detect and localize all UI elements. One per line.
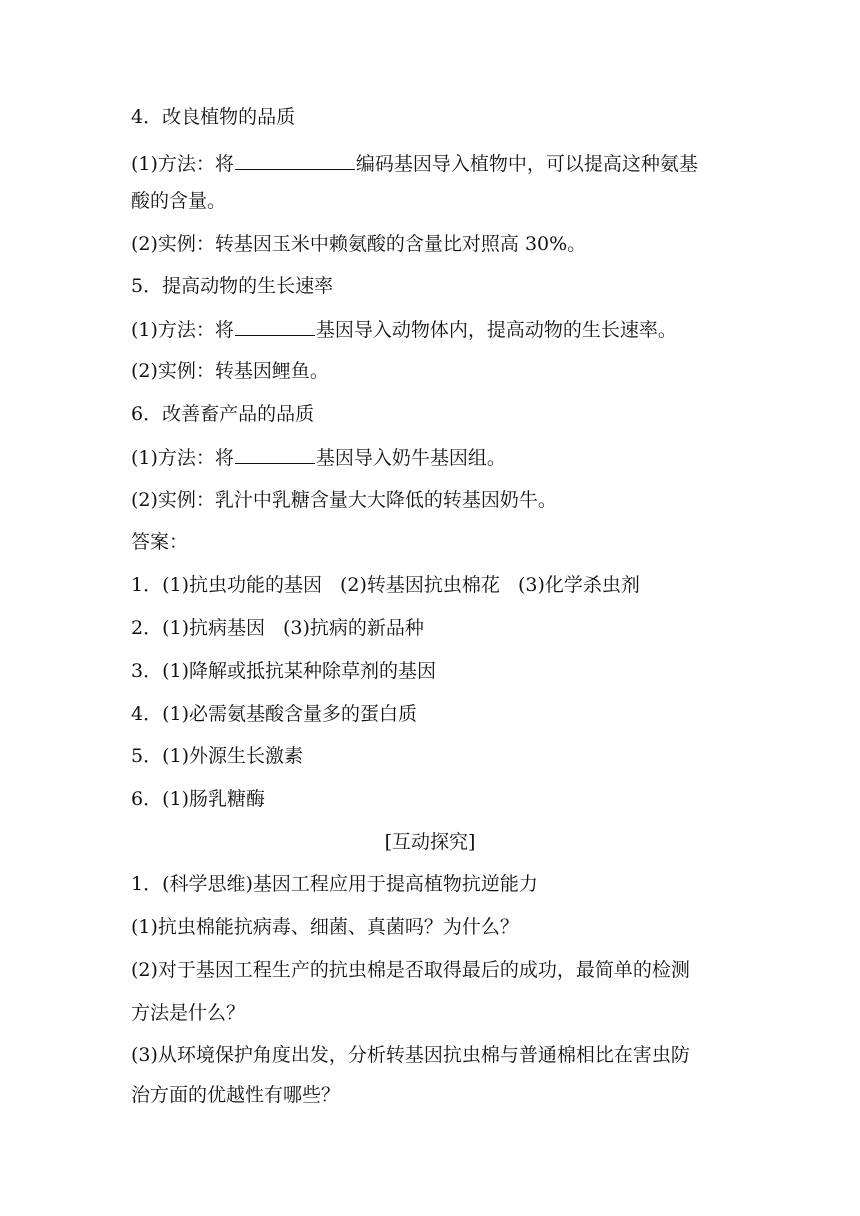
section-5-example: (2)实例：转基因鲤鱼。 (131, 360, 329, 382)
answers-label: 答案： (131, 531, 189, 553)
section-4-method (131, 152, 731, 175)
method-suffix: 基因导入动物体内，提高动物的生长速率。 (315, 319, 677, 341)
fill-blank[interactable] (235, 152, 355, 170)
explore-question-1-2-cont: 方法是什么？ (131, 1002, 246, 1024)
answer-5: 5．(1)外源生长激素 (131, 745, 304, 767)
fill-blank[interactable] (235, 446, 315, 464)
explore-question-1-2: (2)对于基因工程生产的抗虫棉是否取得最后的成功，最简单的检测 (131, 959, 690, 981)
answer-2-part-2: (3)抗病的新品种 (283, 617, 424, 639)
answer-4: 4．(1)必需氨基酸含量多的蛋白质 (131, 703, 418, 725)
explore-question-1: 1．(科学思维)基因工程应用于提高植物抗逆能力 (131, 873, 538, 895)
explore-question-1-3: (3)从环境保护角度出发，分析转基因抗虫棉与普通棉相比在害虫防 (131, 1044, 690, 1066)
answer-2-part-1: 2．(1)抗病基因 (131, 617, 266, 639)
answer-1 (131, 574, 731, 596)
section-6-example: (2)实例：乳汁中乳糖含量大大降低的转基因奶牛。 (131, 489, 557, 511)
answer-2 (131, 617, 731, 639)
method-suffix: 编码基因导入植物中，可以提高这种氨基 (355, 153, 698, 175)
method-prefix: (1)方法：将 (131, 153, 234, 175)
section-5-heading: 5．提高动物的生长速率 (131, 275, 334, 297)
section-4-example: (2)实例：转基因玉米中赖氨酸的含量比对照高 30%。 (131, 233, 587, 255)
explore-question-1-1: (1)抗虫棉能抗病毒、细菌、真菌吗？为什么？ (131, 916, 519, 938)
method-prefix: (1)方法：将 (131, 319, 234, 341)
answer-1-part-1: 1．(1)抗虫功能的基因 (131, 574, 323, 596)
answer-6: 6．(1)肠乳糖酶 (131, 788, 266, 810)
section-4-heading: 4．改良植物的品质 (131, 106, 296, 128)
method-suffix: 基因导入奶牛基因组。 (315, 447, 506, 469)
section-4-method-cont: 酸的含量。 (131, 190, 227, 212)
explore-question-1-3-cont: 治方面的优越性有哪些？ (131, 1084, 341, 1106)
answer-1-part-3: (3)化学杀虫剂 (517, 574, 640, 596)
method-prefix: (1)方法：将 (131, 447, 234, 469)
answer-3: 3．(1)降解或抵抗某种除草剂的基因 (131, 660, 437, 682)
section-6-heading: 6．改善畜产品的品质 (131, 403, 315, 425)
answer-1-part-2: (2)转基因抗虫棉花 (340, 574, 500, 596)
explore-title: [互动探究] (384, 831, 476, 853)
section-5-method (131, 318, 731, 341)
fill-blank[interactable] (235, 318, 315, 336)
section-6-method (131, 446, 731, 469)
